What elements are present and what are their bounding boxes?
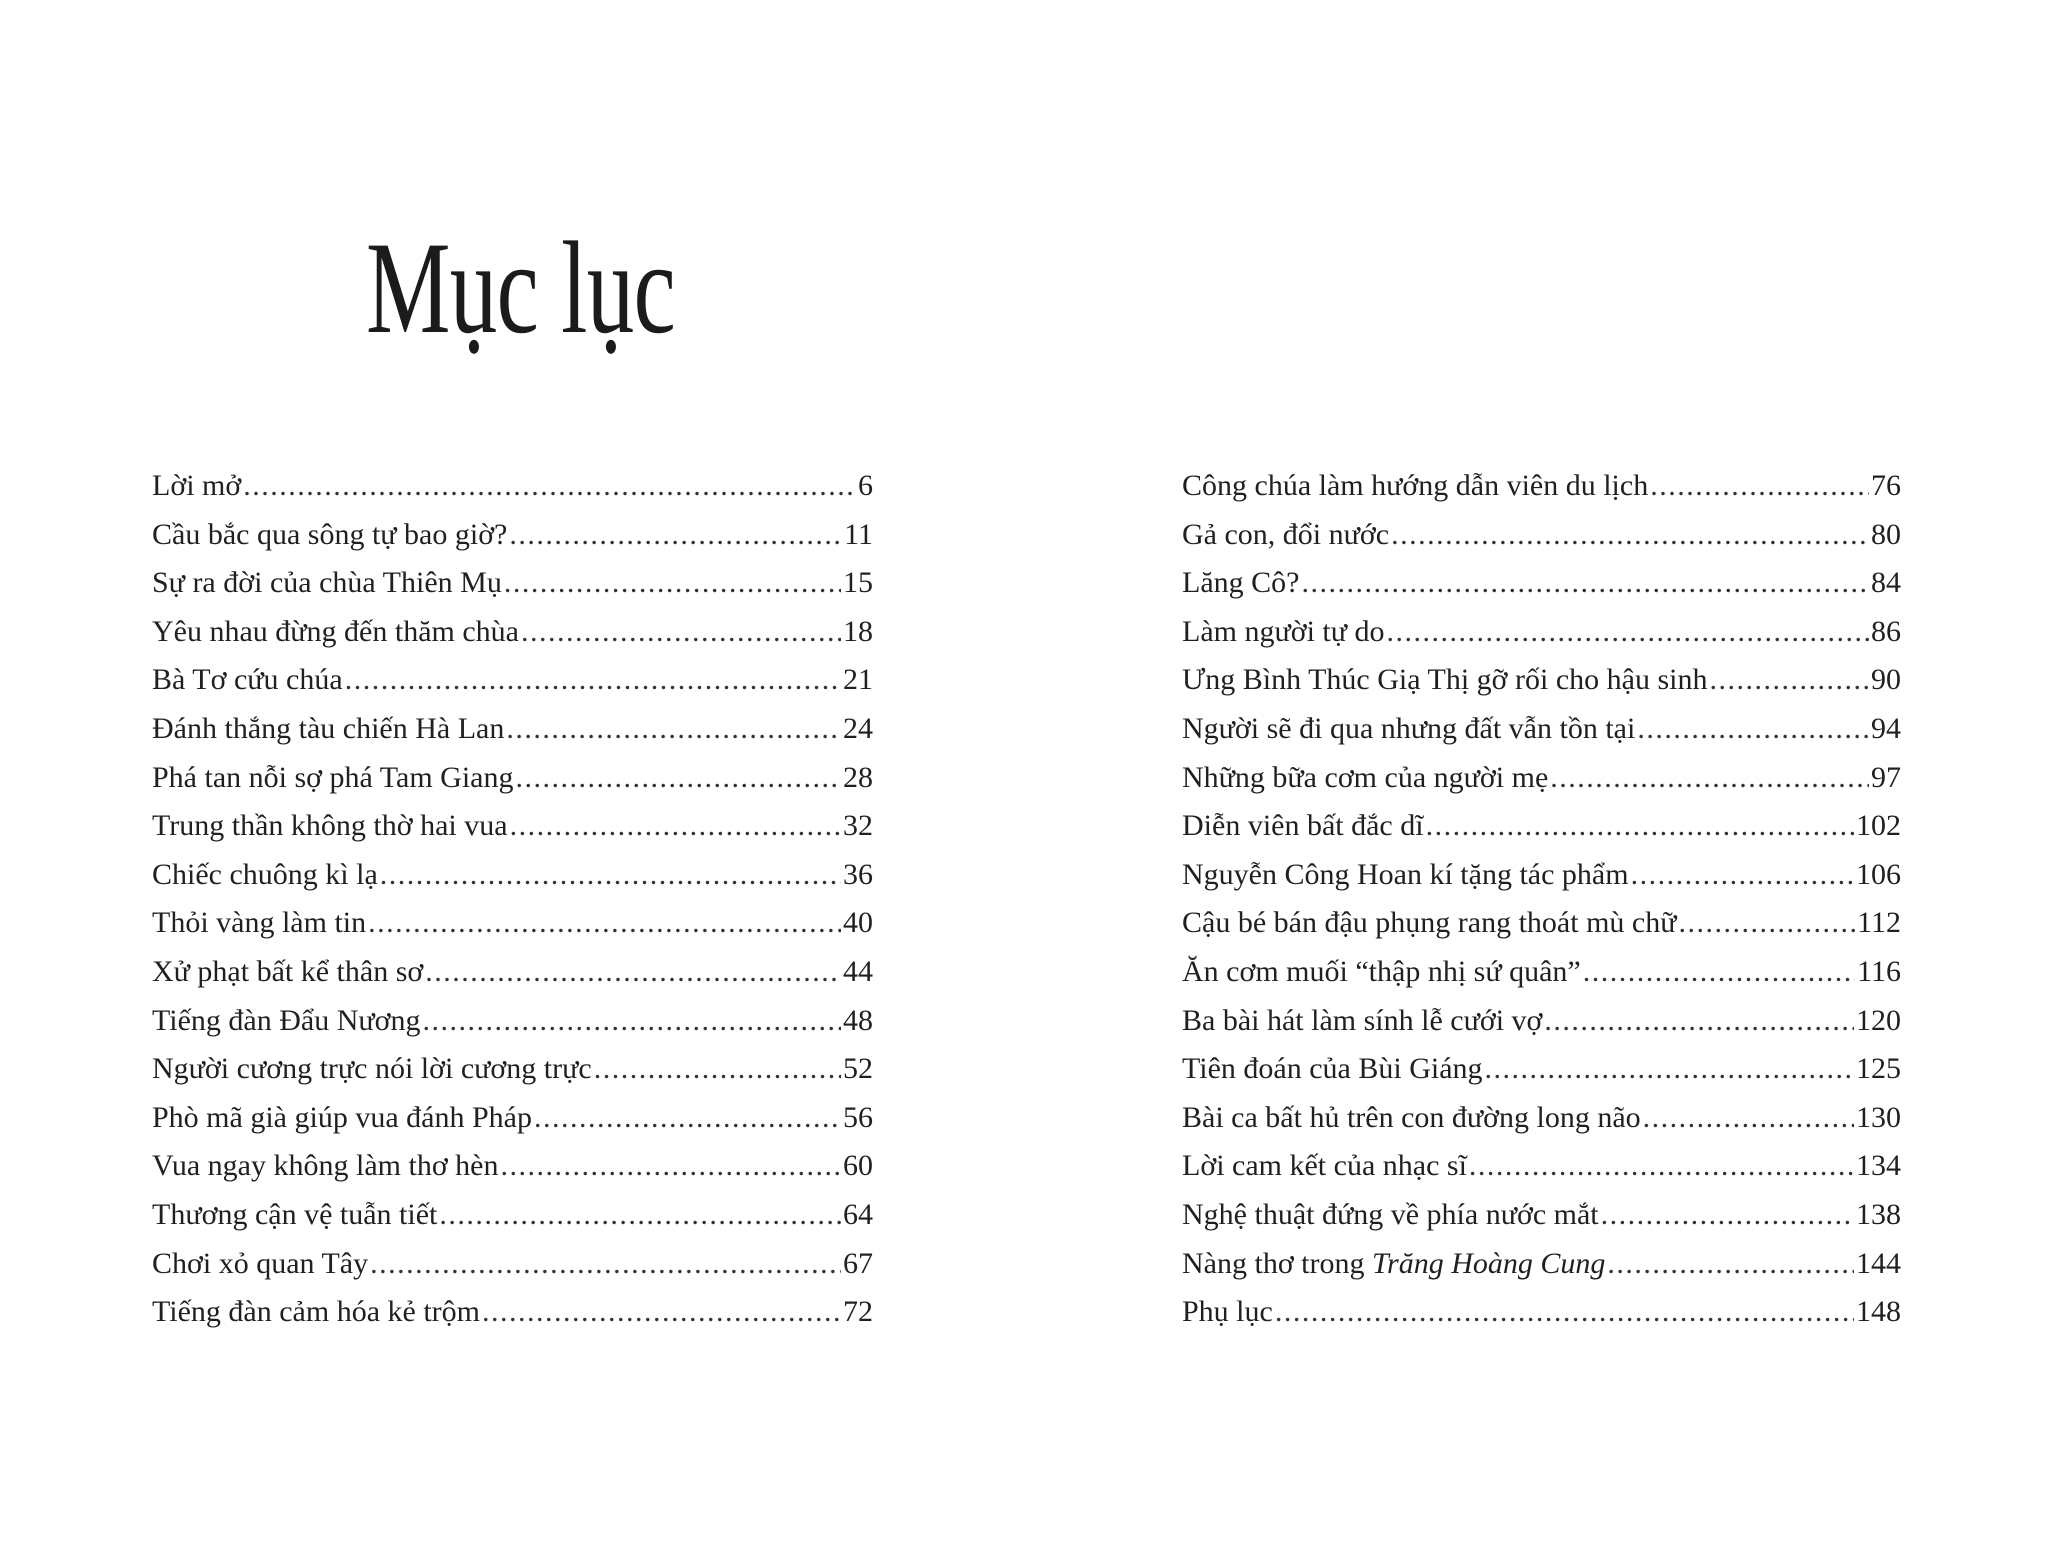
dot-leader: [506, 705, 841, 754]
toc-entry[interactable]: [152, 1094, 873, 1143]
toc-entry[interactable]: [152, 559, 873, 608]
toc-entry-title: [152, 802, 508, 851]
dot-leader: [516, 754, 842, 803]
toc-entry-title: [1182, 656, 1707, 705]
dot-leader: [1643, 1094, 1854, 1143]
dot-leader: [1650, 462, 1869, 511]
toc-entry-title: [1182, 754, 1548, 803]
toc-entry[interactable]: [1182, 608, 1901, 657]
toc-entry-title-text: Tiên đoán của Bùi Giáng: [1182, 1052, 1483, 1086]
toc-entry-title-text: Chiếc chuông kì lạ: [152, 857, 378, 891]
toc-entry[interactable]: [1182, 1240, 1901, 1289]
toc-entry-title: [152, 511, 507, 560]
toc-entry-title: [1182, 1094, 1641, 1143]
toc-entry[interactable]: [1182, 948, 1901, 997]
toc-entry-title-text: Lời mở: [152, 469, 242, 502]
toc-entry-title-text: Nghệ thuật đứng về phía nước mắt: [1182, 1197, 1599, 1231]
toc-entry-title: [1182, 1045, 1483, 1094]
toc-entry-title-text: Làm người tự do: [1182, 614, 1385, 648]
toc-entry[interactable]: [1182, 1142, 1901, 1191]
toc-entry[interactable]: [152, 1240, 873, 1289]
toc-column-right: [1182, 462, 1901, 1337]
toc-entry[interactable]: [1182, 462, 1901, 511]
dot-leader: [243, 462, 856, 511]
toc-entry-title-text: Cầu bắc qua sông tự bao giờ?: [152, 517, 508, 551]
toc-entry-page: 60: [843, 1149, 873, 1183]
toc-entry[interactable]: [1182, 559, 1901, 608]
dot-leader: [1387, 608, 1869, 657]
dot-leader: [1275, 1288, 1854, 1337]
toc-entry-page: 94: [1871, 711, 1901, 745]
dot-leader: [1583, 948, 1855, 997]
toc-entry-page: 116: [1857, 954, 1901, 988]
toc-entry-title: [152, 705, 504, 754]
toc-entry-title-text: Người cương trực nói lời cương trực: [152, 1052, 592, 1086]
toc-entry[interactable]: [152, 656, 873, 705]
dot-leader: [1601, 1191, 1854, 1240]
toc-entry-page: 52: [843, 1052, 873, 1086]
toc-entry-title-text: Vua ngay không làm thơ hèn: [152, 1149, 499, 1183]
toc-entry[interactable]: [152, 1191, 873, 1240]
toc-entry-title-text: Xử phạt bất kể thân sơ: [152, 954, 424, 988]
toc-entry-page: 90: [1871, 663, 1901, 697]
dot-leader: [370, 1240, 841, 1289]
toc-entry[interactable]: [152, 462, 873, 511]
toc-entry-title: [1182, 1288, 1273, 1337]
dot-leader: [1301, 559, 1869, 608]
toc-entry-title: [152, 656, 343, 705]
toc-entry-title: [152, 1288, 480, 1337]
toc-entry-title-text: Đánh thắng tàu chiến Hà Lan: [152, 711, 505, 745]
toc-entry-title: [1182, 1191, 1599, 1240]
toc-entry-title: [1182, 899, 1676, 948]
dot-leader: [1631, 851, 1854, 900]
toc-entry[interactable]: [1182, 1288, 1901, 1337]
dot-leader: [1485, 1045, 1854, 1094]
toc-entry-title: [1182, 559, 1299, 608]
toc-entry-title: [152, 1142, 499, 1191]
toc-entry-page: 48: [843, 1003, 873, 1037]
toc-entry-title-text: Sự ra đời của chùa Thiên Mụ: [152, 566, 502, 600]
toc-entry-title: [1182, 851, 1629, 900]
toc-entry-title: [152, 899, 366, 948]
toc-entry-title-text: Gả con, đổi nước: [1182, 517, 1390, 551]
dot-leader: [345, 656, 841, 705]
toc-entry-title-text: Diễn viên bất đắc dĩ: [1182, 809, 1424, 843]
dot-leader: [482, 1288, 841, 1337]
toc-entry-page: 24: [843, 711, 873, 745]
toc-entry[interactable]: [1182, 802, 1901, 851]
dot-leader: [534, 1094, 841, 1143]
toc-entry-title: [152, 1045, 592, 1094]
toc-entry-title: [152, 948, 423, 997]
toc-entry[interactable]: [152, 705, 873, 754]
dot-leader: [1709, 656, 1869, 705]
dot-leader: [1678, 899, 1855, 948]
toc-entry[interactable]: [1182, 1094, 1901, 1143]
dot-leader: [368, 899, 841, 948]
toc-entry-title-text: Nàng thơ trong: [1182, 1246, 1373, 1280]
dot-leader: [1607, 1240, 1854, 1289]
dot-leader: [1391, 511, 1869, 560]
toc-entry[interactable]: [1182, 705, 1901, 754]
toc-entry[interactable]: [1182, 851, 1901, 900]
toc-entry-title: [1182, 1142, 1467, 1191]
toc-entry-page: 18: [843, 614, 873, 648]
toc-entry-page: 64: [843, 1197, 873, 1231]
toc-entry-title: [152, 559, 502, 608]
toc-entry[interactable]: [152, 754, 873, 803]
toc-entry-title: [152, 754, 514, 803]
toc-entry-page: 76: [1871, 469, 1901, 502]
toc-entry[interactable]: [152, 511, 873, 560]
toc-entry[interactable]: [152, 899, 873, 948]
toc-entry-title: [1182, 608, 1385, 657]
toc-entry-title: [1182, 1240, 1605, 1289]
toc-entry-page: 6: [858, 469, 873, 502]
toc-entry-page: 67: [843, 1246, 873, 1280]
toc-entry-title-text: Người sẽ đi qua nhưng đất vẫn tồn tại: [1182, 711, 1636, 745]
toc-entry-title-text: Trung thần không thờ hai vua: [152, 809, 508, 843]
toc-entry[interactable]: [1182, 1045, 1901, 1094]
toc-entry-title: [152, 1094, 532, 1143]
toc-entry-page: 28: [843, 760, 873, 794]
toc-entry-title: [1182, 511, 1389, 560]
toc-entry-title-text: Công chúa làm hướng dẫn viên du lịch: [1182, 469, 1649, 502]
toc-entry-title-text: Ăn cơm muối “thập nhị sứ quân”: [1182, 954, 1581, 988]
toc-entry-title: [152, 608, 519, 657]
toc-entry-page: 134: [1856, 1149, 1901, 1183]
toc-entry-page: 40: [843, 906, 873, 940]
dot-leader: [380, 851, 841, 900]
toc-entry-page: 97: [1871, 760, 1901, 794]
toc-entry-title-text: Ba bài hát làm sính lễ cưới vợ: [1182, 1003, 1543, 1037]
toc-entry-title-text: Phá tan nỗi sợ phá Tam Giang: [152, 760, 514, 794]
toc-entry-page: 112: [1857, 906, 1901, 940]
dot-leader: [504, 559, 841, 608]
dot-leader: [594, 1045, 841, 1094]
dot-leader: [423, 997, 841, 1046]
toc-entry[interactable]: [152, 851, 873, 900]
toc-entry-page: 148: [1856, 1295, 1901, 1329]
toc-entry-title-text: Lời cam kết của nhạc sĩ: [1182, 1149, 1467, 1183]
toc-entry[interactable]: [1182, 899, 1901, 948]
toc-entry-title: [152, 1240, 368, 1289]
toc-entry-title-text: Phụ lục: [1182, 1295, 1273, 1329]
toc-entry[interactable]: [1182, 754, 1901, 803]
toc-entry[interactable]: [152, 1288, 873, 1337]
toc-entry-title-text: Thỏi vàng làm tin: [152, 906, 367, 940]
toc-entry[interactable]: [1182, 656, 1901, 705]
dot-leader: [425, 948, 841, 997]
toc-entry-title-text: Cậu bé bán đậu phụng rang thoát mù chữ: [1182, 906, 1677, 940]
toc-entry-page: 36: [843, 857, 873, 891]
toc-entry-title-text: Yêu nhau đừng đến thăm chùa: [152, 614, 519, 648]
toc-entry-title: [1182, 802, 1424, 851]
toc-entry-title-text: Những bữa cơm của người mẹ: [1182, 760, 1549, 794]
toc-entry-title-text: Phò mã già giúp vua đánh Pháp: [152, 1100, 532, 1134]
dot-leader: [521, 608, 841, 657]
toc-entry-title-text: Nguyễn Công Hoan kí tặng tác phẩm: [1182, 857, 1629, 891]
dot-leader: [1426, 802, 1854, 851]
toc-entry[interactable]: [152, 997, 873, 1046]
toc-entry-page: 130: [1856, 1100, 1901, 1134]
toc-entry[interactable]: [152, 948, 873, 997]
toc-entry-title-text: Lăng Cô?: [1182, 566, 1300, 600]
toc-entry[interactable]: [1182, 511, 1901, 560]
toc-entry-title: [152, 851, 378, 900]
toc-entry[interactable]: [1182, 1191, 1901, 1240]
toc-entry-page: 86: [1871, 614, 1901, 648]
toc-entry-page: 15: [843, 566, 873, 600]
toc-column-left: [152, 462, 873, 1337]
dot-leader: [501, 1142, 842, 1191]
dot-leader: [1550, 754, 1869, 803]
toc-entry-title: [1182, 462, 1648, 511]
toc-entry-page: 120: [1856, 1003, 1901, 1037]
dot-leader: [510, 802, 841, 851]
toc-entry-title-text: Chơi xỏ quan Tây: [152, 1246, 369, 1280]
toc-entry-title-text: Ưng Bình Thúc Giạ Thị gỡ rối cho hậu sinh: [1182, 663, 1708, 697]
dot-leader: [1637, 705, 1869, 754]
toc-entry-title: [1182, 705, 1635, 754]
toc-entry-title-italic: Trăng Hoàng Cung: [1372, 1246, 1606, 1280]
toc-entry-title-text: Thương cận vệ tuẫn tiết: [152, 1197, 438, 1231]
toc-entry[interactable]: [152, 608, 873, 657]
toc-entry-page: 72: [843, 1295, 873, 1329]
page-title: Mục lục: [366, 214, 676, 361]
toc-entry-page: 44: [843, 954, 873, 988]
toc-entry-page: 125: [1856, 1052, 1901, 1086]
toc-entry-page: 56: [843, 1100, 873, 1134]
toc-entry-title-text: Tiếng đàn cảm hóa kẻ trộm: [152, 1295, 480, 1329]
dot-leader: [1544, 997, 1854, 1046]
toc-entry-page: 80: [1871, 517, 1901, 551]
toc-entry-page: 106: [1856, 857, 1901, 891]
toc-entry-title: [152, 462, 241, 511]
dot-leader: [1469, 1142, 1854, 1191]
toc-entry-page: 11: [844, 517, 873, 551]
toc-entry-title-text: Bà Tơ cứu chúa: [152, 663, 343, 697]
toc-entry-page: 102: [1856, 809, 1901, 843]
toc-entry-page: 144: [1856, 1246, 1901, 1280]
toc-entry[interactable]: [1182, 997, 1901, 1046]
toc-entry[interactable]: [152, 1045, 873, 1094]
toc-entry-page: 21: [843, 663, 873, 697]
dot-leader: [439, 1191, 841, 1240]
dot-leader: [509, 511, 842, 560]
toc-entry-title-text: Bài ca bất hủ trên con đường long não: [1182, 1100, 1641, 1134]
toc-entry-title: [152, 997, 421, 1046]
toc-entry-title-text: Tiếng đàn Đẩu Nương: [152, 1003, 421, 1037]
toc-entry-title: [152, 1191, 437, 1240]
toc-entry[interactable]: [152, 1142, 873, 1191]
toc-entry-page: 138: [1856, 1197, 1901, 1231]
toc-entry-title: [1182, 997, 1542, 1046]
toc-entry[interactable]: [152, 802, 873, 851]
toc-entry-title: [1182, 948, 1581, 997]
toc-entry-page: 84: [1871, 566, 1901, 600]
toc-entry-page: 32: [843, 809, 873, 843]
